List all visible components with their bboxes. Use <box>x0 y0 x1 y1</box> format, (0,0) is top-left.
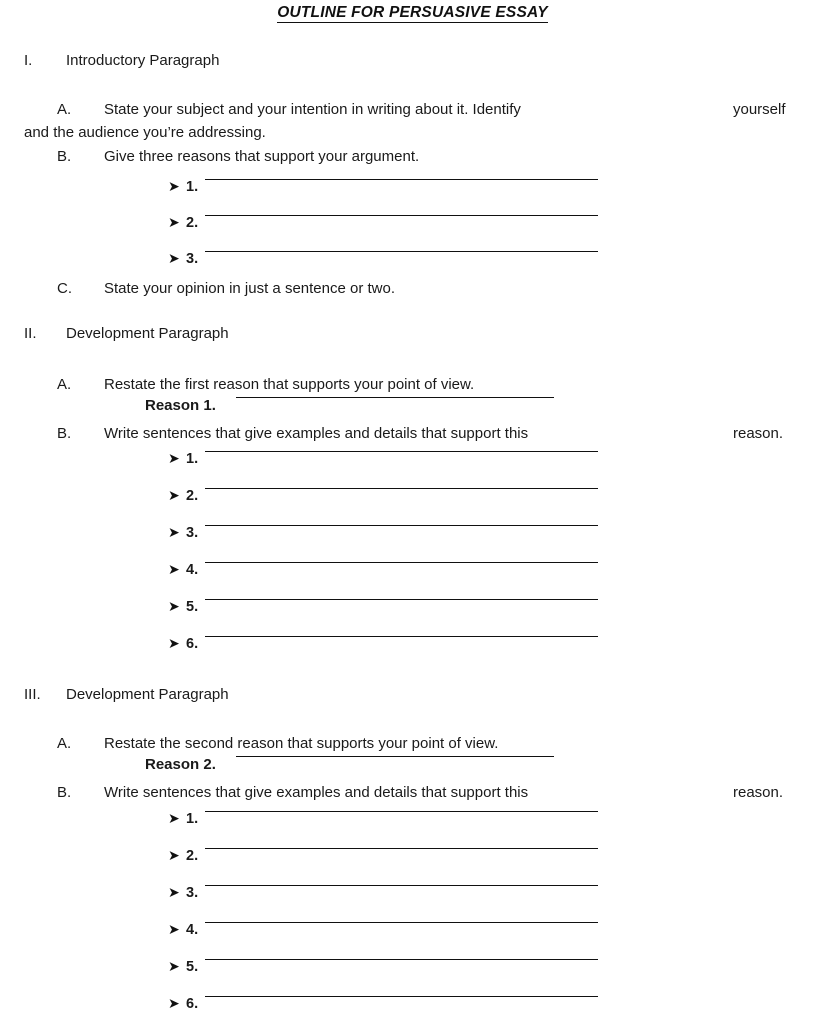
blank-line-rule[interactable] <box>205 996 598 997</box>
blank-line-index: 3. <box>186 885 199 901</box>
blank-line-rule[interactable] <box>205 215 598 216</box>
blank-line-index: 1. <box>186 811 199 827</box>
arrowhead-bullet-icon: ➤ <box>168 178 180 194</box>
item-letter-3A: A. <box>57 735 72 752</box>
arrowhead-bullet-icon: ➤ <box>168 810 180 826</box>
blank-line-index: 4. <box>186 922 199 938</box>
blank-line-rule[interactable] <box>205 599 598 600</box>
blank-line-rule[interactable] <box>205 451 598 452</box>
arrowhead-bullet-icon: ➤ <box>168 884 180 900</box>
arrowhead-bullet-icon: ➤ <box>168 995 180 1011</box>
section-numeral-2: II. <box>24 325 37 342</box>
item-letter-1C: C. <box>57 280 72 297</box>
blank-line-rule[interactable] <box>205 811 598 812</box>
item-text-2A: Restate the first reason that supports your point of view. <box>104 376 475 393</box>
blank-line-rule[interactable] <box>205 488 598 489</box>
blank-line-index: 6. <box>186 636 199 652</box>
blank-line-index: 1. <box>186 451 199 467</box>
item-text-1A: State your subject and your intention in writing about it. Identify <box>104 101 521 118</box>
section-label-1: Introductory Paragraph <box>66 52 220 69</box>
item-letter-2B: B. <box>57 425 72 442</box>
blank-line-rule[interactable] <box>205 179 598 180</box>
blank-line-rule[interactable] <box>205 885 598 886</box>
blank-line-index: 1. <box>186 179 199 195</box>
section-numeral-1: I. <box>24 52 33 69</box>
arrowhead-bullet-icon: ➤ <box>168 250 180 266</box>
arrowhead-bullet-icon: ➤ <box>168 214 180 230</box>
arrowhead-bullet-icon: ➤ <box>168 561 180 577</box>
arrowhead-bullet-icon: ➤ <box>168 958 180 974</box>
reason-rule-2[interactable] <box>236 756 554 757</box>
blank-line-rule[interactable] <box>205 959 598 960</box>
blank-line-index: 3. <box>186 251 199 267</box>
item-letter-1A: A. <box>57 101 72 118</box>
item-text-1B: Give three reasons that support your argument. <box>104 148 420 165</box>
item-tail-2B: reason. <box>733 425 784 442</box>
item-letter-1B: B. <box>57 148 72 165</box>
item-text-1C: State your opinion in just a sentence or two. <box>104 280 396 297</box>
blank-line-index: 4. <box>186 562 199 578</box>
blank-line-index: 6. <box>186 996 199 1012</box>
blank-line-rule[interactable] <box>205 525 598 526</box>
blank-line-index: 2. <box>186 215 199 231</box>
item-text-3B: Write sentences that give examples and details that support this <box>104 784 529 801</box>
page-title <box>0 4 825 22</box>
reason-label-2: Reason 2. <box>145 756 216 773</box>
blank-line-rule[interactable] <box>205 848 598 849</box>
reason-label-1: Reason 1. <box>145 397 216 414</box>
item-text-1A-wrap: and the audience you’re addressing. <box>24 124 266 141</box>
blank-line-index: 3. <box>186 525 199 541</box>
blank-line-index: 2. <box>186 848 199 864</box>
blank-line-index: 5. <box>186 959 199 975</box>
arrowhead-bullet-icon: ➤ <box>168 847 180 863</box>
page-title-text: OUTLINE FOR PERSUASIVE ESSAY <box>277 4 548 21</box>
item-letter-3B: B. <box>57 784 72 801</box>
section-label-2: Development Paragraph <box>66 325 229 342</box>
item-letter-2A: A. <box>57 376 72 393</box>
arrowhead-bullet-icon: ➤ <box>168 487 180 503</box>
blank-line-index: 5. <box>186 599 199 615</box>
arrowhead-bullet-icon: ➤ <box>168 921 180 937</box>
item-text-2B: Write sentences that give examples and details that support this <box>104 425 529 442</box>
item-tail-3B: reason. <box>733 784 784 801</box>
blank-line-index: 2. <box>186 488 199 504</box>
arrowhead-bullet-icon: ➤ <box>168 635 180 651</box>
arrowhead-bullet-icon: ➤ <box>168 450 180 466</box>
blank-line-rule[interactable] <box>205 922 598 923</box>
reason-rule-1[interactable] <box>236 397 554 398</box>
blank-line-rule[interactable] <box>205 251 598 252</box>
item-text-3A: Restate the second reason that supports your point of view. <box>104 735 499 752</box>
arrowhead-bullet-icon: ➤ <box>168 598 180 614</box>
section-numeral-3: III. <box>24 686 41 703</box>
section-label-3: Development Paragraph <box>66 686 229 703</box>
blank-line-rule[interactable] <box>205 636 598 637</box>
item-tail-1A: yourself <box>733 101 786 118</box>
blank-line-rule[interactable] <box>205 562 598 563</box>
arrowhead-bullet-icon: ➤ <box>168 524 180 540</box>
